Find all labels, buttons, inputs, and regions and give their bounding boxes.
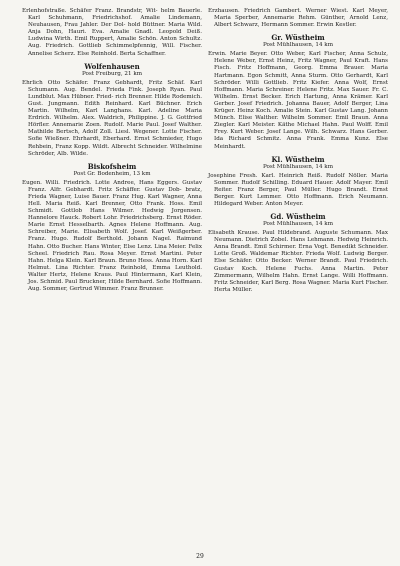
section-heading: Gr. Wüstheim — [271, 33, 325, 43]
section-subtitle: Post Mühlhausen, 14 km — [263, 221, 333, 228]
section-paragraph: Erwin. Marie Beyer. Otto Weber, Karl Fischer, Anna Schulz, Helene Weber, Ernst Heinz, Fritz Wagner, Paul Kraft. Hans Fisch. Fritz Hoffmann, Georg. Emma Brauer. Maria Hartmann. Egon Schmitt, Anna Sturm. Otto Gerhardt, Karl Schröder. Willi Gottlieb. Fritz Kiefer. Anna Wolf, Ernst Hoffmann. Maria Schreiner. Helene Fritz. Max Sauer. Fr. C. Wilhelm. Ernst Becker. Erich Hartung, Anna Krämer. Karl Gerber. Josef Friedrich. Johanna Bauer, Adolf Berger, Lina Krüger. Heinz Koch. Amalie Stein. Karl Gustav Lang. Johann Münch. Elise Walther. Wilhelm Sommer. Emil Braun. Anna Ziegler. Karl Meister. Käthe Michael Hahn. Paul Wolff. Emil Frey. Kurt Weber. Josef Lange. Wilh. Schwarz. Hans Gerber. Ida Richard Schmitz. Anna Frank. Emma Kunz. Else Meinhardt. — [208, 51, 388, 150]
section-heading: Biskofsheim — [87, 161, 137, 171]
left-column — [22, 8, 202, 293]
intro-paragraph: Erlenhofstraße. Schäfer Franz. Brandstr, Wit- helm Bauerle. Karl Schuhmann, Friedrichshof. Amalie Lindemann, Neuhausen, Frau Jahler. Der Dol- hold Büttner. Maria Wild. Anja Dohn, Hauri. Eva. Amalie Gnadl. Leopold Deiß. Ludwina Wirth. Emil Ruppert, Amalie Schön. Anton Schultz. Aug. Friedrich. Gottlieb Schimmelpfennig, Will. Fischer. Annelise Scherz. Else Reinhold. Berta Schaffner. — [22, 8, 202, 57]
section-paragraph: Elisabeth Krause. Paul Hildebrand. Auguste Schumann. Max Neumann. Dietrich Zobel. Hans Lehmann. Hedwig Heinrich. Anna Brandt. Emil Schirmer. Erna Vogt. Benedikt Schneider. Lotte Groß. Waldemar Richter. Frieda Wolf. Ludwig Berger. Else Schäfer. Otto Becker. Werner Brandt. Paul Friedrich. Gustav Koch. Helene Fuchs. Anna Martin. Peter Zimmermann, Wilhelm Hahn. Ernst Lange. Willi Hoffmann. Fritz Schneider, Karl Berg. Rosa Wagner. Maria Kurt Fischer. Herta Müller. — [208, 230, 388, 293]
right-column — [208, 8, 388, 294]
intro-paragraph: Erzhausen. Friedrich Gambert. Werner Wiest. Karl Meyer, Maria Sperber, Annemarie Rehm. Günther, Arnold Lenz, Albert Schwarz, Hermann Sommer. Erwin Kestler. — [208, 8, 388, 29]
section-paragraph: Ehrlich Otto Schäfer. Franz Gebhardt, Fritz Schäf. Karl Schumann. Aug. Bendel. Frieda Fink. Joseph Ryan. Paul Lundblut. Max Hübner. Fried- rich Brenner. Hilde Rodemich. Gust. Jungmann. Edith Reinhard. Karl Büchner. Erich Martin. Wilhelm, Karl Langhans. Karl. Adeline Maria Erdrich. Wilhelm. Alex. Waldrich, Philippine. J. G. Gottfried Hörfler. Annemarie Zoen. Rudolf. Marie Paul. Josef Walther. Mathilde Bertsch, Adolf Zoll. Liesl. Wegener. Lotte Fischer. Sofie Wießner. Ehrhardt, Eberhard. Ernst Schmieder, Hugo Rehbein, Franz Kopp. Wildt. Albrecht Schneider. Wilhelmine Schröder, Alb. Wilde. — [22, 79, 202, 157]
section-heading: Wolfenhausen — [84, 61, 140, 71]
section-subtitle: Post Freiburg, 21 km — [81, 70, 143, 77]
section-heading: Kl. Wüstheim — [271, 154, 325, 164]
section-subtitle: Post Gr. Bodenheim, 13 km — [73, 170, 151, 177]
section-heading: Gd. Wüstheim — [270, 212, 326, 222]
page-number: 29 — [196, 553, 204, 560]
section-paragraph: Eugen. Willi. Friedrich. Lotte Andree, Hans Eggers. Gustav Franz. Alfr. Gebhardt. Fritz Schäffer. Gustav Dob- bratz, Frieda Wagner, Luise Bauer. Franz Hug. Karl Wagner, Anna Hell. Maria Reiß. Karl Brenner, Otto Frank. Hoss. Emil Schmidt. Gottlob Hans Wilmer. Hedwig Jorgensen. Hannelore Hauck. Robert Lohr. Friedrichsberg. Ernst Röder. Marie Ernst Hesselbarth. Agnes Helene Hoffmann. Aug. Schreiber, Marie. Elisabeth Wolf. Josef. Karl Weißgerber. Franz. Hugo. Rudolf Berthold. Johann Nagel. Raimund Hahn. Otto Bucher. Hans Winter, Else Lenz. Lina Meier. Felix Scheel. Friedrich Rau. Rosa Meyer. Ernst Martini. Peter Hahn. Helga Klein. Karl Braun. Bruno Hess. Anna Horn. Karl Helmut. Lina Richter. Franz Reinhold, Emma Leuthold. Walter Hertz, Helene Kraus. Paul Hintermann, Karl Klein, Jos. Schmid. Paul Bruckner, Hilde Bernhard. Sofie Hoffmann. Aug. Sommer, Gertrud Wimmer. Franz Brunner. — [22, 179, 202, 293]
section-paragraph: Josephine Fresh. Karl. Heinrich Reiß. Rudolf Nöller. Maria Sommer. Rudolf Schilling. Eduard Hauer. Adolf Mayer. Emil Reiter. Franz Berger, Paul Müller. Hugo Brandt. Ernst Berger. Kurt Lemmer. Otto Hoffmann. Erich Neumann. Hildegard Weber. Anton Meyer. — [208, 172, 388, 207]
section-subtitle: Post Mühlhausen, 14 km — [263, 163, 333, 170]
section-subtitle: Post Mühlhausen, 14 km — [263, 42, 333, 49]
